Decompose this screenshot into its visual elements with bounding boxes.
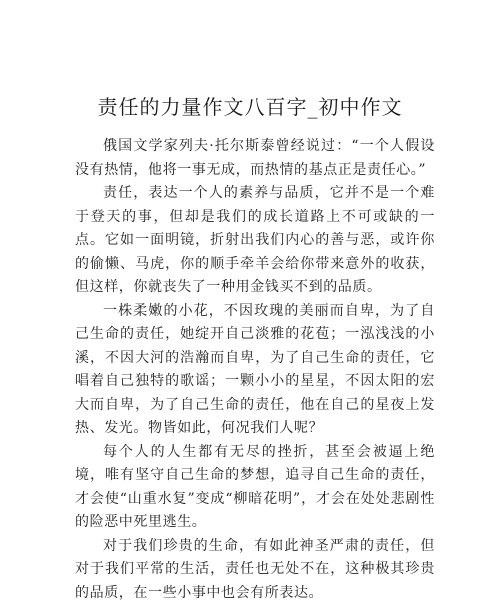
paragraph: 对于我们珍贵的生命，有如此神圣严肃的责任，但对于我们平常的生活，责任也无处不在，这种极其珍贵的品质，在一些小事中也会有所表达。: [75, 535, 435, 605]
document-body: [75, 135, 435, 605]
paragraph: 每个人的人生都有无尽的挫折，甚至会被逼上绝境，唯有坚守自己生命的梦想，追寻自己生命的责任，才会使“山重水复”变成“柳暗花明”，才会在处处悲剧性的险恶中死里逃生。: [75, 441, 435, 535]
paragraph: 俄国文学家列夫·托尔斯泰曾经说过：“一个人假设没有热情，他将一事无成，而热情的基点正是责任心。”: [75, 135, 435, 182]
paragraph: 责任，表达一个人的素养与品质，它并不是一个难于登天的事，但却是我们的成长道路上不可或缺的一点。它如一面明镜，折射出我们内心的善与恶，或许你的偷懒、马虎，你的顺手牵羊会给你带来意外的收获，但这样，你就丧失了一种用金钱买不到的品质。: [75, 182, 435, 300]
document-title: 责任的力量作文八百字_初中作文: [0, 93, 500, 121]
paragraph: 一株柔嫩的小花，不因玫瑰的美丽而自卑，为了自己生命的责任，她绽开自己淡雅的花苞；一泓浅浅的小溪，不因大河的浩瀚而自卑，为了自己生命的责任，它唱着自己独特的歌谣；一颗小小的星星，不因太阳的宏大而自卑，为了自己生命的责任，他在自己的星夜上发热、发光。物皆如此，何况我们人呢？: [75, 300, 435, 441]
